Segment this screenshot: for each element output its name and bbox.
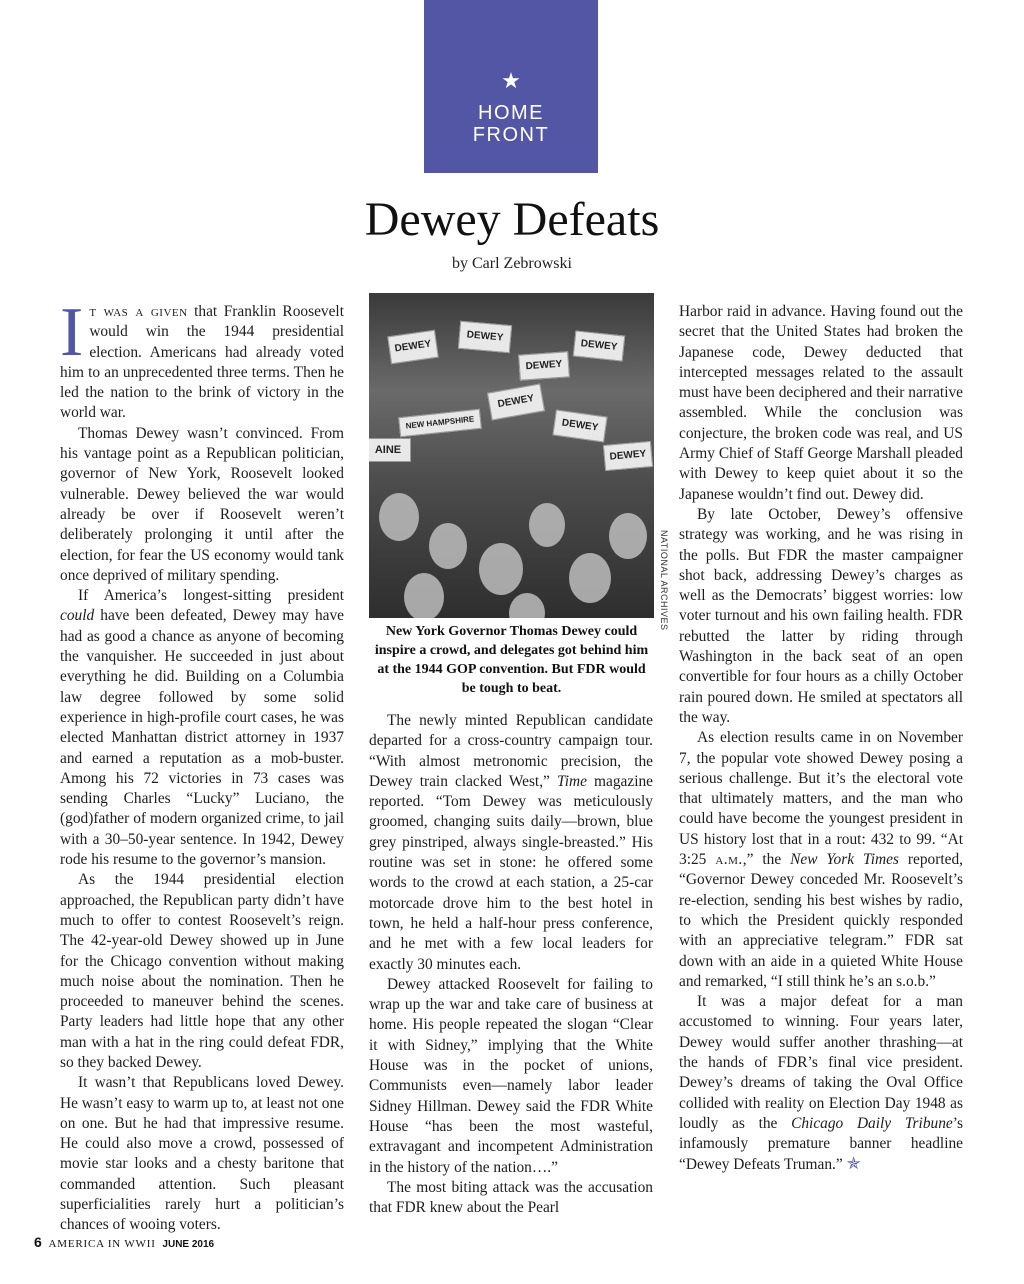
paragraph: It was a major defeat for a man accustomed to winning. Four years later, Dewey would suffer another thrashing—at the hands of FDR’s final vice president. Dewey’s dreams of taking the Oval Office collided with reality on Election Day 1948 as loudly as the Chicago Daily Tribune’s infamously premature banner headline “Dewey Defeats Truman.” ✯: [679, 993, 963, 1174]
paragraph: The most biting attack was the accusation that FDR knew about the Pearl: [369, 1178, 653, 1217]
paragraph: Harbor raid in advance. Having found out the secret that the United States had broken the Japanese code, Dewey deducted that intercepted messages related to the assault must have been deciphered and their narrative assembled. While the conclusion was conjecture, the broken code was real, and US Army Chief of Staff George Marshall pleaded with Dewey to keep quiet about it so the Japanese wouldn’t find out. Dewey did.: [679, 303, 963, 503]
byline: by Carl Zebrowski: [452, 255, 572, 272]
photo-caption: New York Governor Thomas Dewey could inspire a crowd, and delegates got behind him at the 1944 GOP convention. But FDR would be tough to beat.: [374, 624, 649, 696]
paragraph: If America’s longest-sitting president could have been defeated, Dewey may have had as good a chance as anyone of becoming the vanquisher. He succeeded in just about everything he did. Building on a Columbia law degree followed by some solid experience in high-profile court cases, he was elected Manhattan district attorney in 1937 and earned a reputation as a mob-buster. Among his 72 victories in 73 cases was sending Charles “Lucky” Luciano, the (god)father of modern organized crime, to jail with a 30–50-year sentence. In 1942, Dewey rode his resume to the governor’s mansion.: [60, 587, 344, 869]
page-number: 6: [34, 1234, 42, 1250]
paragraph: The newly minted Republican candidate departed for a cross-country campaign tour. “With almost metronomic precision, the Dewey train clacked West,” Time magazine reported. “Tom Dewey was meticulously groomed, changing suits daily—brown, blue grey pinstriped, always single-breasted.” His routine was set in stone: he offered some words to the crowd at each station, a 25-car motorcade drove him to the best hotel in town, he held a half-hour press conference, and he met with a few local leaders for exactly 30 minutes each.: [369, 712, 654, 973]
issue-date: JUNE 2016: [162, 1239, 215, 1250]
paragraph: Thomas Dewey wasn’t convinced. From his vantage point as a Republican politician, governor of New York, Roosevelt looked vulnerable. Dewey believed the war would already be over if Roosevelt weren’t deliberately prolonging it until after the election, for fear the US economy would tank once deprived of military spending.: [60, 424, 344, 584]
article-title: Dewey Defeats: [364, 193, 660, 246]
section-line-1: HOME: [478, 102, 544, 124]
page-footer: [34, 1234, 214, 1250]
magazine-name: AMERICA IN WWII: [48, 1238, 156, 1250]
photo-credit: NATIONAL ARCHIVES: [659, 530, 669, 631]
column-3: [679, 302, 963, 1176]
paragraph: As election results came in on November 7, the popular vote showed Dewey posing a serious challenge. But it’s the electoral vote that ultimately matters, and the man who could have become the youngest president in US history lost that in a rout: 432 to 99. “At 3:25 a.m.,” the New York Times reported, “Governor Dewey conceded Mr. Roosevelt’s re-election, sending his best wishes by radio, to which the President quickly responded with an appreciative telegram.” FDR sat down with an aide in a quieted White House and remarked, “I still think he’s an s.o.b.”: [679, 729, 963, 990]
drop-cap: I: [60, 294, 84, 371]
column-2: [369, 711, 653, 1218]
section-line-2: FRONT: [472, 124, 550, 146]
convention-photo: DEWEY DEWEY DEWEY DEWEY DEWEY NEW HAMPSHIRE AINE DEWEY DEWEY: [369, 293, 654, 618]
star-icon: ★: [501, 68, 521, 93]
section-tab: [424, 0, 598, 173]
column-1: [60, 294, 344, 1236]
paragraph: It was a given that Franklin Roosevelt would win the 1944 presidential election. Americans had already voted him to an unprecedented three terms. Then he led the nation to the brink of victory in the world war.: [60, 294, 344, 422]
paragraph: As the 1944 presidential election approached, the Republican party didn’t have much to offer to contest Roosevelt’s reign. The 42-year-old Dewey showed up in June for the Chicago convention without making much noise about the nomination. Then he proceeded to maneuver behind the scenes. Party leaders had little hope that any other man with a hat in the ring could defeat FDR, so they backed Dewey.: [60, 871, 344, 1071]
paragraph: It wasn’t that Republicans loved Dewey. He wasn’t easy to warm up to, at least not one on one. But he had that impressive resume. He could also move a crowd, possessed of movie star looks and a chesty baritone that commanded attention. Such pleasant superficialities rarely hurt a politician’s chances of wooing voters.: [60, 1074, 344, 1234]
lead-in: t was a given: [89, 303, 188, 320]
end-star-icon: ✯: [846, 1154, 861, 1174]
paragraph: By late October, Dewey’s offensive strategy was working, and he was rising in the polls. But FDR the master campaigner shot back, addressing Dewey’s charges as well as the Democrats’ biggest worries: low voter turnout and his own failing health. FDR rebutted the latter by riding through Washington in the back seat of an open convertible for four hours as a chilly October rain poured down. He smiled at spectators all the way.: [679, 505, 963, 726]
paragraph: Dewey attacked Roosevelt for failing to wrap up the war and take care of business at home. His people repeated the slogan “Clear it with Sidney,” implying that the White House was in the pocket of unions, Communists even—namely labor leader Sidney Hillman. Dewey said the FDR White House “has been the most wasteful, extravagant and incompetent Administration in the history of the nation….”: [369, 975, 653, 1176]
section-label: [424, 102, 598, 146]
